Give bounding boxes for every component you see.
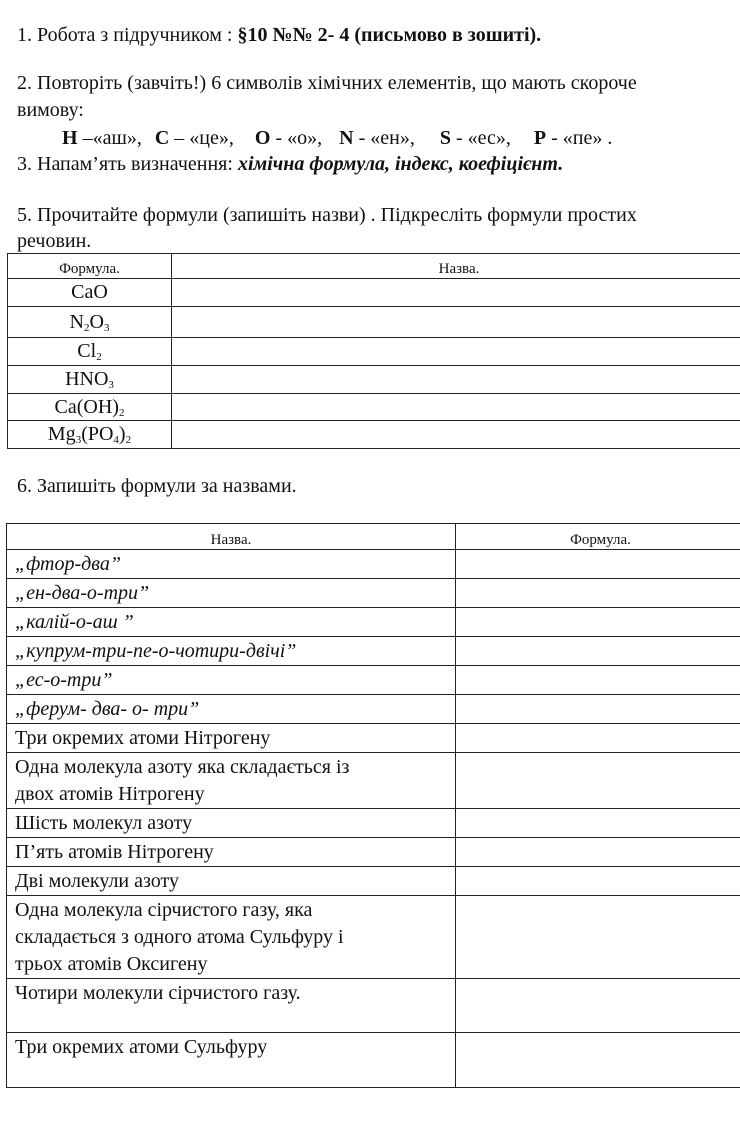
formula-subscript: 2 bbox=[125, 434, 132, 446]
name-line: „купрум-три-пе-о-чотири-двічі” bbox=[15, 640, 297, 662]
name-line: „ес-о-три” bbox=[15, 669, 113, 691]
table-row bbox=[7, 637, 740, 666]
formula-subscript: 2 bbox=[84, 321, 90, 334]
formula-answer-cell[interactable] bbox=[456, 550, 740, 579]
name-line: „ен-два-о-три” bbox=[15, 582, 150, 604]
element-symbol: O bbox=[254, 127, 271, 149]
formula-answer-cell[interactable] bbox=[456, 809, 740, 838]
task-6-title: 6. Запишіть формули за назвами. bbox=[17, 475, 297, 497]
formula-text: ) bbox=[118, 423, 126, 445]
formula-name-table bbox=[7, 253, 740, 449]
symbol-item bbox=[255, 127, 322, 150]
task-1-text: 1. Робота з підручником : bbox=[17, 24, 238, 46]
task-3 bbox=[17, 153, 563, 176]
name-answer-cell[interactable] bbox=[172, 307, 740, 338]
formula-cell bbox=[8, 394, 172, 421]
formula-answer-cell[interactable] bbox=[456, 608, 740, 637]
formula-subscript: 4 bbox=[113, 434, 119, 446]
element-symbol: S bbox=[439, 127, 451, 149]
task-2-line-1: 2. Повторіть (завчіть!) 6 символів хімічних елементів, що мають скороче bbox=[17, 72, 637, 94]
formula-text: (PO bbox=[81, 423, 114, 445]
name-cell bbox=[7, 838, 456, 867]
name-answer-cell[interactable] bbox=[172, 366, 740, 394]
table-row bbox=[7, 979, 740, 1033]
element-reading: - «ен», bbox=[353, 127, 415, 149]
table-header-row bbox=[8, 254, 740, 279]
table-row bbox=[7, 809, 740, 838]
table-row bbox=[7, 724, 740, 753]
formula-subscript: 2 bbox=[96, 351, 102, 363]
name-cell bbox=[7, 867, 456, 896]
name-line: трьох атомів Оксигену bbox=[15, 953, 208, 975]
formula-subscript: 3 bbox=[75, 434, 82, 446]
formula-text: Ca(OH) bbox=[54, 395, 119, 418]
name-answer-cell[interactable] bbox=[172, 394, 740, 421]
element-reading: - «ес», bbox=[450, 127, 511, 149]
formula-answer-cell[interactable] bbox=[456, 637, 740, 666]
table-row bbox=[7, 550, 740, 579]
name-answer-cell[interactable] bbox=[172, 421, 740, 449]
formula-answer-cell[interactable] bbox=[456, 838, 740, 867]
name-line: „фтор-два” bbox=[15, 553, 121, 575]
table-row bbox=[7, 867, 740, 896]
name-cell bbox=[7, 550, 456, 579]
formula-answer-cell[interactable] bbox=[456, 666, 740, 695]
name-line: „калій-о-аш ” bbox=[15, 611, 134, 633]
formula-text: CaO bbox=[71, 281, 108, 303]
name-line: П’ять атомів Нітрогену bbox=[15, 841, 214, 863]
formula-answer-cell[interactable] bbox=[456, 1033, 740, 1088]
formula-answer-cell[interactable] bbox=[456, 979, 740, 1033]
table-row bbox=[8, 366, 740, 394]
name-line: Чотири молекули сірчистого газу. bbox=[15, 982, 301, 1004]
table-row bbox=[7, 1033, 740, 1088]
formula-answer-cell[interactable] bbox=[456, 695, 740, 724]
name-answer-cell[interactable] bbox=[172, 338, 740, 366]
task-3-text: 3. Напам’ять визначення: bbox=[17, 153, 238, 175]
element-symbol: H bbox=[62, 127, 78, 149]
table-row bbox=[7, 753, 740, 809]
name-cell bbox=[7, 979, 456, 1033]
name-cell bbox=[7, 753, 456, 809]
element-reading: – «це», bbox=[169, 127, 234, 149]
symbol-item bbox=[534, 127, 612, 150]
name-answer-cell[interactable] bbox=[172, 279, 740, 307]
header-formula: Формула. bbox=[456, 524, 740, 550]
formula-text: HNO bbox=[65, 368, 109, 390]
symbol-item bbox=[440, 127, 511, 150]
table-row bbox=[7, 666, 740, 695]
symbol-item bbox=[62, 127, 142, 150]
table-row bbox=[8, 307, 740, 338]
table-row bbox=[8, 338, 740, 366]
table-row bbox=[8, 421, 740, 449]
name-line: „ферум- два- о- три” bbox=[15, 698, 200, 720]
table-row bbox=[7, 896, 740, 979]
element-symbol: C bbox=[154, 127, 170, 149]
name-formula-table bbox=[6, 523, 740, 1088]
name-cell bbox=[7, 695, 456, 724]
task-5-line-1: 5. Прочитайте формули (запишіть назви) . Підкресліть формули простих bbox=[17, 204, 637, 226]
formula-answer-cell[interactable] bbox=[456, 753, 740, 809]
formula-answer-cell[interactable] bbox=[456, 896, 740, 979]
table-row bbox=[8, 279, 740, 307]
task-5-line-2: речовин. bbox=[17, 230, 92, 252]
name-line: Три окремих атоми Нітрогену bbox=[15, 727, 271, 749]
name-line: Одна молекула азоту яка складається із bbox=[15, 756, 350, 778]
formula-cell bbox=[8, 421, 172, 449]
formula-text: O bbox=[89, 310, 104, 333]
name-line: Шість молекул азоту bbox=[15, 812, 193, 834]
formula-answer-cell[interactable] bbox=[456, 867, 740, 896]
symbol-item bbox=[339, 127, 415, 150]
table-row bbox=[7, 579, 740, 608]
formula-cell bbox=[8, 279, 172, 307]
formula-subscript: 2 bbox=[118, 406, 125, 419]
name-cell bbox=[7, 724, 456, 753]
table-row bbox=[7, 695, 740, 724]
task-2-line-2: вимову: bbox=[17, 99, 84, 121]
table-row bbox=[7, 608, 740, 637]
name-line: складається з одного атома Сульфуру і bbox=[15, 926, 344, 948]
element-symbol: P bbox=[533, 127, 547, 149]
formula-subscript: 3 bbox=[103, 321, 110, 334]
task-3-terms: хімічна формула, індекс, коефіцієнт. bbox=[237, 153, 564, 175]
element-reading: –«аш», bbox=[77, 127, 142, 149]
task-1-reference: §10 №№ 2- 4 (письмово в зошиті). bbox=[237, 24, 542, 46]
name-cell bbox=[7, 608, 456, 637]
header-name: Назва. bbox=[7, 524, 456, 550]
name-cell bbox=[7, 809, 456, 838]
formula-cell bbox=[8, 338, 172, 366]
formula-text: Mg bbox=[47, 423, 76, 445]
table-row bbox=[7, 838, 740, 867]
symbol-list bbox=[62, 127, 612, 150]
name-line: Дві молекули азоту bbox=[15, 870, 180, 892]
element-symbol: N bbox=[339, 127, 354, 149]
name-cell bbox=[7, 579, 456, 608]
formula-answer-cell[interactable] bbox=[456, 724, 740, 753]
element-reading: - «пе» . bbox=[546, 127, 613, 149]
name-cell bbox=[7, 1033, 456, 1088]
formula-cell bbox=[8, 307, 172, 338]
header-formula: Формула. bbox=[8, 254, 172, 279]
formula-subscript: 3 bbox=[108, 379, 114, 391]
table-row bbox=[8, 394, 740, 421]
task-1 bbox=[17, 24, 541, 47]
name-cell bbox=[7, 896, 456, 979]
formula-text: N bbox=[69, 310, 84, 333]
header-name: Назва. bbox=[172, 254, 740, 279]
name-line: Одна молекула сірчистого газу, яка bbox=[15, 899, 313, 921]
formula-text: Cl bbox=[77, 340, 97, 362]
element-reading: - «о», bbox=[270, 127, 323, 149]
name-line: двох атомів Нітрогену bbox=[15, 783, 205, 805]
formula-answer-cell[interactable] bbox=[456, 579, 740, 608]
name-cell bbox=[7, 666, 456, 695]
formula-cell bbox=[8, 366, 172, 394]
name-cell bbox=[7, 637, 456, 666]
table-header-row bbox=[7, 524, 740, 550]
name-line: Три окремих атоми Сульфуру bbox=[15, 1036, 268, 1058]
symbol-item bbox=[155, 127, 234, 150]
